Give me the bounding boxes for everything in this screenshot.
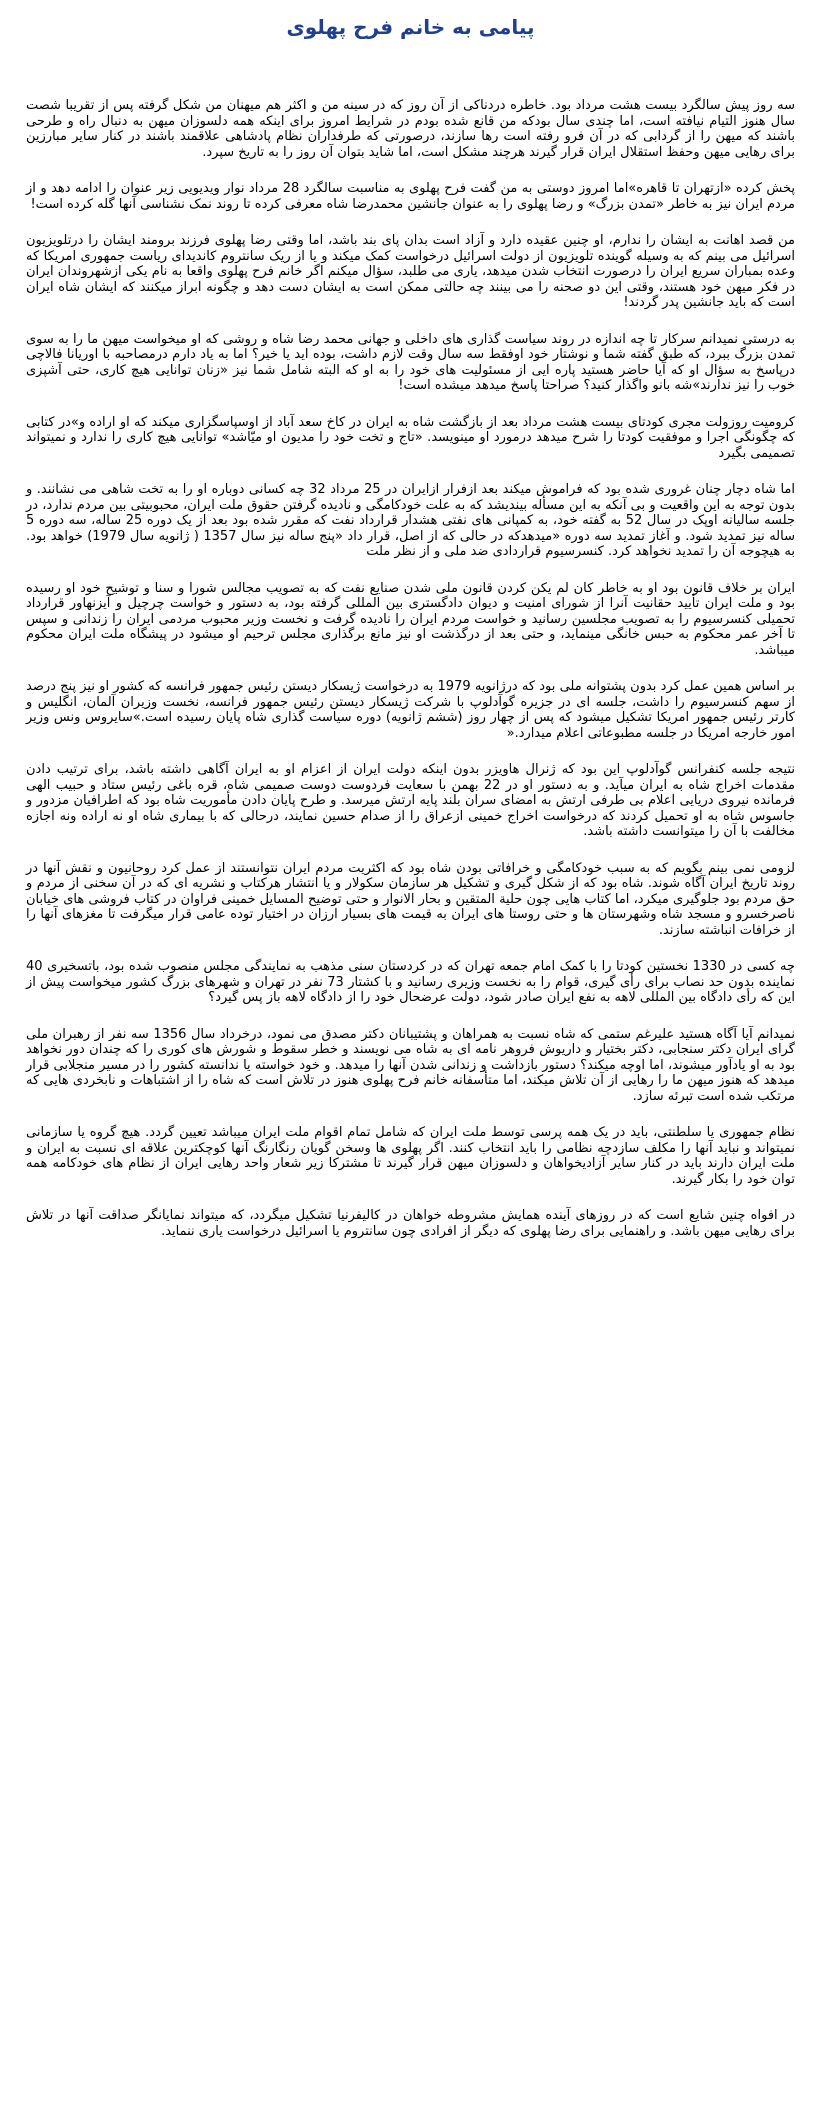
paragraph-4: به درستی نمیدانم سرکار تا چه اندازه در روند سیاست گذاری های داخلی و جهانی محمد رضا شاه و روشی که او میخواست میهن ما را به سوی تمدن بزرگ ببرد، که طبق گفته شما و نوشتار خود اوفقط سه سال وقت لازم داشت، بوده اید یا خیر؟ اما به یاد دارم درمصاحبه با اوریانا فالاچی درپاسخ به سؤال او که آیا حاضر هستید پاره ایی از مسئولیت های خود را به او که البته شامل شما نیز «زنان توانایی هیچ کاری، حتی آشپزی خوب را نیز ندارند»شه بانو واگذار کنید؟ صراحتا پاسخ میدهد میشده است! (26, 331, 795, 393)
paragraph-13: نظام جمهوری یا سلطنتی، باید در یک همه پرسی توسط ملت ایران که شامل تمام اقوام ملت ایران میباشد تعیین گردد. هیچ گروه یا سازمانی نمیتواند و نباید آنها را مکلف سازدچه نظامی را باید انتخاب کنند. اگر پهلوی ها وسخن گویان رنگارنگ آنها کوچکترین علاقه ای نسبت به ایران و ملت ایران دارند باید در کنار سایر آزادیخواهان و دلسوزان میهن قرار گیرند تا مشترکا زیر شعار واحد رهایی ایران از نظام های خودکامه همه توان خود را بکار گیرند. (26, 1125, 795, 1187)
paragraph-10: لزومی نمی بینم بگویم که به سبب خودکامگی و خرافاتی بودن شاه بود که اکثریت مردم ایران نتوانستند از عمل کرد روحانیون و نقش آنها در روند تاریخ ایران آگاه شوند. شاه بود که از شکل گیری و تشکیل هر سازمان سکولار و یا انتشار هرکتاب و نشریه ای که در آن سخنی از مردم و حق مردم بود جلوگیری میکرد، اما کتاب هایی چون حلیة المتقین و بحار الانوار و حتی توضیح المسایل خمینی فراوان در کتاب فروشی های خیابان ناصرخسرو و مسجد شاه وشهرستان ها و حتی روستا های ایران به قیمت های بسیار ارزان در اختیار توده عامی قرار میگرفت تا مغزهای آنها را از خرافات انباشته سازند. (26, 860, 795, 938)
paragraph-9: نتیجه جلسه کنفرانس گوآدلوپ این بود که ژنرال هاویزر بدون اینکه دولت ایران از اعزام او به ایران آگاهی داشته باشد، برای ترتیب دادن مقدمات اخراج شاه به ایران میآید. و به دستور او در 22 بهمن با سعایت فردوست دوست صمیمی شاه، قره باغی رئیس ستاد و حبیب الهی فرمانده نیروی دریایی اعلام بی طرفی ارتش به امضای سران بلند پایه ارتش میرسد. و طرح پایان دادن مأموریت شاه بود که اطرافیان مزدور و جاسوس شاه به او تحمیل کردند که درخواست اخراج خمینی ازعراق را از صدام حسین نمایند، درحالی که با بیماری شاه او نه اراده ونه اجازه مخالفت با آن را میتوانست داشته باشد. (26, 762, 795, 839)
paragraph-1: سه روز پیش سالگرد بیست هشت مرداد بود. خاطره دردناکی از آن روز که در سینه من و اکثر هم میهنان من شکل گرفته پس از تقریبا شصت سال هنوز التیام نیافته است، اما چندی سال بودکه من قانع شده بودم در شرایط امروز برای اینکه همه دلسوزان میهن به دنبال راه و طرحی باشند که میهن را از گردابی که در آن فرو رفته است رها سازند، درصورتی که طرفداران نظام پادشاهی علاقمند باشند در کنار سایر مبارزین برای رهایی میهن وحفظ استقلال ایران قرار گیرند هرچند مشکل است، اما شاید بتوان آن روز را به تاریخ سپرد. (26, 98, 795, 160)
paragraph-11: چه کسی در 1330 نخستین کودتا را با کمک امام جمعه تهران که در کردستان سنی مذهب به نمایندگی مجلس منصوب شده بود، باتسخیری 40 نماینده بدون حد نصاب برای رأی گیری، قوام را به نخست وزیری رسانید و با کشتار 73 نفر در تهران و شهرهای بزرگ کشور میخواست پیش از این که رأی دادگاه بین المللی لاهه به نفع ایران صادر شود، دولت عرضحال خود را از دادگاه لاهه باز پس گیرد؟ (26, 959, 795, 1005)
paragraph-6: اما شاه دچار چنان غروری شده بود که فراموش میکند بعد ازفرار ازایران در 25 مرداد 32 چه کسانی دوباره او را به تخت شاهی می نشانند. و بدون توجه به این واقعیت و بی آنکه به این مسأله بیندیشد که به علت خودکامگی و نادیده گرفتن حقوق ملت ایران، محبوبیتی بین مردم ندارد، در جلسه سالیانه اوپک در سال 52 به گفته خود، به کمپانی های نفتی هشدار قرارداد نفت که مقرر شده بود بعد از یک دوره 25 ساله، سه دوره 5 ساله نیز تمدید شود. و آغاز تمدید سه دوره «میدهدکه در حالی که از اصل، قرار داد «پنج ساله نیز سال 1357 ( ژانویه سال 1979) خواهد بود. به هیچوجه آن را تمدید نخواهد کرد. کنسرسیوم قراردادی ضد ملی و از نظر ملت (26, 482, 795, 559)
paragraph-5: کرومیت روزولت مجری کودتای بیست هشت مرداد بعد از بازگشت شاه به ایران در کاخ سعد آباد از اوسپاسگزاری میکند که او اراده و»در کتابی که چگونگی اجرا و موفقیت کودتا را شرح میدهد درمورد او مینویسد. «تاج و تخت خود را مدیون او میّاشد» توانایی هیچ کاری را ندارد و نمیتواند تصمیمی بگیرد (26, 414, 795, 461)
paragraph-14: در افواه چنین شایع است که در روزهای آینده همایش مشروطه خواهان در کالیفرنیا تشکیل میگردد، که میتواند نمایانگر صداقت آنها در تلاش برای رهایی میهن باشد. و راهنمایی برای رضا پهلوی که دیگر از افرادی چون سانتروم یا اسرائیل درخواست یاری ننماید. (26, 1208, 795, 1239)
paragraph-7: ایران بر خلاف قانون بود او به خاطر کان لم یکن کردن قانون ملی شدن صنایع نفت که به تصویب مجالس شورا و سنا و توشیح خود او رسیده بود و ملت ایران تأیید حقانیت آنرا از شورای امنیت و دیوان دادگستری بین المللی گرفته بود، به دستور و خواست چرچیل و آیزنهاور قرارداد تحمیلی کنسرسیوم را به تصویب مجلسین رسانید و خواست مردم ایران را نادیده گرفت و نخست وزیر محبوب مردمی ایران را زندانی و سپس تا آخر عمر محکوم به حبس خانگی مینماید، و حتی بعد از درگذشت او نیز مانع برگذاری مجلس ترحیم او میشود در پیشگاه ملت ایران محکوم میباشد. (26, 580, 795, 658)
paragraph-8: بر اساس همین عمل کرد بدون پشتوانه ملی بود که درژانویه 1979 به درخواست ژیسکار دیستن رئیس جمهور فرانسه که کشور او نیز پنج درصد از سهم کنسرسیوم را داشت، جلسه ای در جزیره گوآدلوپ با شرکت ژیسکار دیستن رئیس جمهور فرانسه، نخست وزیران آلمان، انگلیس و کارتر رئیس جمهور امریکا تشکیل میشود که پس از چهار روز (ششم ژانویه) دوره سیاست گذاری شاه پایان رسیده است.»سایروس ونس وزیر امور خارجه امریکا در جلسه مطبوعاتی اعلام میدارد.« (26, 679, 795, 741)
paragraph-3: من قصد اهانت به ایشان را ندارم، او چنین عقیده دارد و آزاد است بدان پای بند باشد، اما وقتی رضا پهلوی فرزند برومند ایشان را درتلویزیون اسرائیل می بینم که به وسیله گوینده تلویزیون از دولت اسرائیل درخواست کمک میکند و یا از ریک سانتروم کاندیدای ریاست جمهوری امریکا که وعده بمباران سریع ایران را درصورت انتخاب شدن میدهد، یاری می طلبد، سؤال میکنم اگر خانم فرح پهلوی واقعا به نام یکی ازشهروندان ایران در فکر میهن خود هستند، وقتی این دو صحنه را می بینند چه حالتی ممکن است به ایشان دست دهد و چگونه ابراز میکنند که ایشان شاه ایران است که باید جانشین پدر گردند! (26, 233, 795, 310)
paragraph-2: پخش کرده «ازتهران تا قاهره»اما امروز دوستی به من گفت فرح پهلوی به مناسبت سالگرد 28 مرداد نوار ویدیویی زیر عنوان را ادامه دهد و از مردم ایران نیز به خاطر «تمدن بزرگ» و رضا پهلوی را به عنوان جانشین محمدرضا شاه معرفی کرده تا روند نمک نشناسی آنها گله کرده است! (26, 181, 795, 212)
page-title: پیامی به خانم فرح پهلوی (286, 15, 535, 39)
paragraph-12: نمیدانم آیا آگاه هستید علیرغم ستمی که شاه نسبت به همراهان و پشتیبانان دکتر مصدق می نمود، درخرداد سال 1356 سه نفر از رهبران ملی گرای ایران دکتر سنجابی، دکتر بختیار و داریوش فروهر نامه ای به شاه می نویسند و خطر سقوط و شورش های کوری را که چندان دور نخواهد بود به او یادآور میشوند، اما اوچه میکند؟ دستور بازداشت و زندانی شدن آنها را میدهد. و خود خواسته یا ندانسته کشور را در مسیر منجلابی قرار میدهد که هنوز میهن ما را رهایی از آن تلاش میکند، اما متأسفانه خانم فرح پهلوی هنوز در تلاش است که شاه را از اشتباهات و نابخردی هایی که مرتکب شده است تبرئه سازد. (26, 1026, 795, 1104)
